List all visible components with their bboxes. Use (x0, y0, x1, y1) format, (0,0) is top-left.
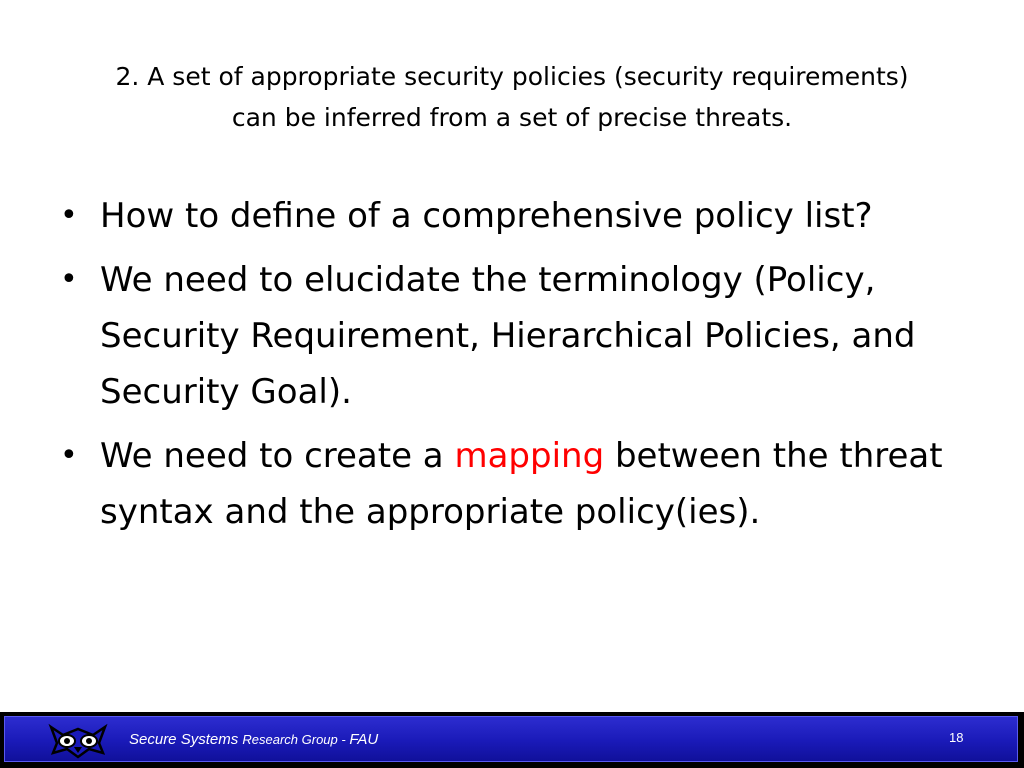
bullet-text-after: between the threat syntax and the appropriate policy(ies). (100, 436, 943, 532)
bullet-list (56, 188, 976, 548)
footer-name-org: FAU (349, 731, 379, 748)
bullet-dot-icon: • (60, 262, 78, 297)
highlighted-term: mapping (454, 436, 605, 476)
footer-band (4, 716, 1018, 762)
bullet-dot-icon: • (60, 198, 78, 233)
footer-name-rest: Research Group - (242, 732, 350, 747)
slide-title (40, 56, 984, 138)
page-number: 18 (949, 730, 964, 745)
bullet-text: We need to elucidate the terminology (Policy, Security Requirement, Hierarchical Policies, and Security Goal). (100, 260, 916, 412)
bullet-item (56, 428, 976, 540)
title-line-2: can be inferred from a set of precise threats. (231, 103, 793, 132)
footer-name-main: Secure Systems (129, 731, 239, 748)
bullet-item (56, 188, 976, 244)
bullet-text-before: We need to create a (100, 436, 455, 476)
bullet-item (56, 252, 976, 420)
bullet-text: How to define of a comprehensive policy list? (100, 196, 873, 236)
footer (0, 712, 1024, 768)
footer-group-name (129, 731, 378, 748)
owl-logo-icon (47, 721, 109, 761)
bullet-dot-icon: • (60, 438, 78, 473)
title-line-1: 2. A set of appropriate security policies (security requirements) (115, 62, 909, 91)
